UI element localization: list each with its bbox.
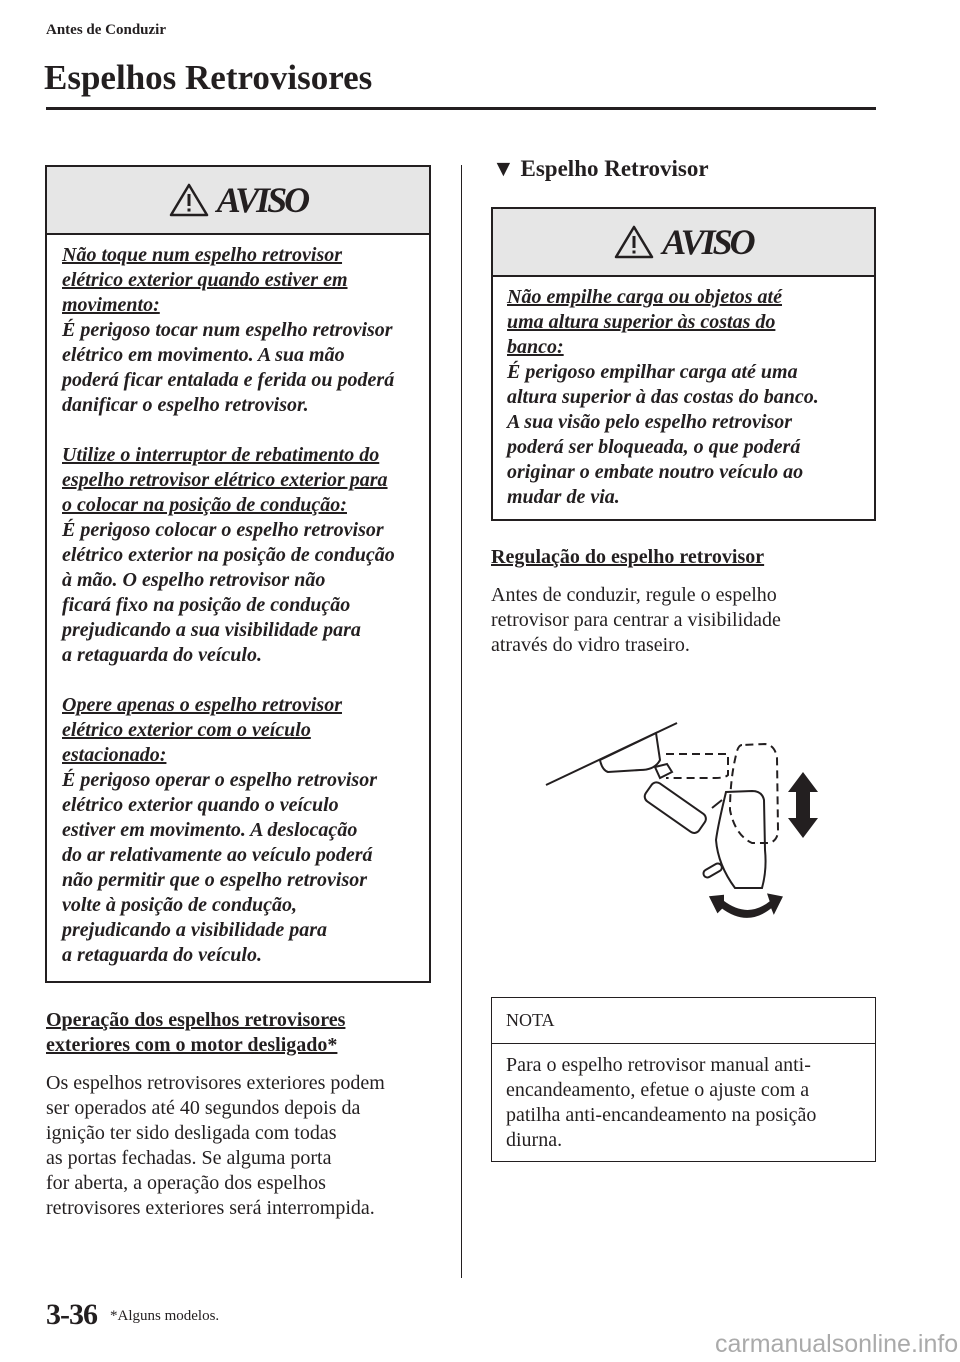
warning-box-right <box>491 207 876 521</box>
adjust-heading: Regulação do espelho retrovisor <box>491 546 765 568</box>
text-line: A sua visão pelo espelho retrovisor <box>507 411 793 433</box>
text-line: Antes de conduzir, regule o espelho <box>491 584 777 606</box>
adjust-section <box>491 545 781 658</box>
text-line: ignição ter sido desligada com todas <box>46 1122 337 1144</box>
text-line: exteriores com o motor desligado* <box>46 1034 338 1056</box>
section-heading <box>492 156 709 182</box>
text-line: à mão. O espelho retrovisor não <box>62 569 326 591</box>
warning-text <box>47 235 429 968</box>
text-line: a retaguarda do veículo. <box>62 644 262 666</box>
text-line: poderá ficar entalada e ferida ou poderá <box>62 369 395 391</box>
note-label: NOTA <box>492 998 875 1044</box>
text-line: mudar de via. <box>507 486 620 508</box>
text-line: prejudicando a sua visibilidade para <box>62 619 361 641</box>
text-line: Não toque num espelho retrovisor <box>62 244 343 266</box>
text-line: retrovisor para centrar a visibilidade <box>491 609 781 631</box>
header-rule <box>46 107 876 110</box>
text-line: Utilize o interruptor de rebatimento do <box>62 444 380 466</box>
text-line: patilha anti-encandeamento na posição <box>506 1104 817 1126</box>
text-line: Opere apenas o espelho retrovisor <box>62 694 342 716</box>
motor-off-section <box>46 1008 385 1221</box>
heading-text: Espelho Retrovisor <box>520 156 709 181</box>
section-label: Antes de Conduzir <box>46 22 167 38</box>
text-line: volte à posição de condução, <box>62 894 297 916</box>
text-line: retrovisores exteriores será interrompida. <box>46 1197 375 1219</box>
text-line: diurna. <box>506 1129 563 1151</box>
watermark: carmanualsonline.info <box>715 1330 959 1358</box>
text-line: movimento: <box>62 294 160 316</box>
text-line: elétrico exterior com o veículo <box>62 719 311 741</box>
warning-header <box>493 209 874 277</box>
text-line: Para o espelho retrovisor manual anti- <box>506 1054 811 1076</box>
text-line: elétrico exterior quando o veículo <box>62 794 339 816</box>
text-line: É perigoso empilhar carga até uma <box>507 361 798 383</box>
text-line: estacionado: <box>62 744 167 766</box>
text-line: for aberta, a operação dos espelhos <box>46 1172 326 1194</box>
text-line: altura superior à das costas do banco. <box>507 386 819 408</box>
warning-box-left <box>45 165 431 983</box>
warning-header <box>47 167 429 235</box>
up-down-arrow-icon <box>788 772 818 838</box>
page-title: Espelhos Retrovisores <box>44 58 373 97</box>
text-line: o colocar na posição de condução: <box>62 494 347 516</box>
text-line: as portas fechadas. Se alguma porta <box>46 1147 332 1169</box>
text-line: É perigoso operar o espelho retrovisor <box>62 769 377 791</box>
warning-label: AVISO <box>662 222 753 262</box>
text-line: prejudicando a visibilidade para <box>62 919 327 941</box>
text-line: estiver em movimento. A deslocação <box>62 819 358 841</box>
warning-label: AVISO <box>216 180 308 220</box>
tilt-arrow-icon <box>712 896 780 916</box>
note-box <box>491 997 876 1162</box>
spacer <box>62 418 429 443</box>
warning-triangle-icon <box>169 183 209 217</box>
text-line: Os espelhos retrovisores exteriores podem <box>46 1072 385 1094</box>
text-line: a retaguarda do veículo. <box>62 944 262 966</box>
warning-text <box>493 277 874 510</box>
text-line: uma altura superior às costas do <box>507 311 776 333</box>
text-line: do ar relativamente ao veículo poderá <box>62 844 373 866</box>
text-line: ser operados até 40 segundos depois da <box>46 1097 361 1119</box>
text-line: elétrico exterior na posição de condução <box>62 544 395 566</box>
text-line: Operação dos espelhos retrovisores <box>46 1009 346 1031</box>
text-line: Não empilhe carga ou objetos até <box>507 286 782 308</box>
rearview-mirror-illustration <box>490 700 870 940</box>
text-line: ficará fixo na posição de condução <box>62 594 351 616</box>
text-line: elétrico em movimento. A sua mão <box>62 344 345 366</box>
text-line: É perigoso colocar o espelho retrovisor <box>62 519 384 541</box>
text-line: não permitir que o espelho retrovisor <box>62 869 368 891</box>
text-line: danificar o espelho retrovisor. <box>62 394 309 416</box>
footnote: *Alguns modelos. <box>110 1308 220 1324</box>
spacer <box>62 668 429 693</box>
column-divider <box>461 165 462 1278</box>
page-number: 3-36 <box>46 1298 97 1331</box>
text-line: originar o embate noutro veículo ao <box>507 461 804 483</box>
text-line: elétrico exterior quando estiver em <box>62 269 348 291</box>
text-line: poderá ser bloqueada, o que poderá <box>507 436 801 458</box>
text-line: banco: <box>507 336 564 358</box>
text-line: através do vidro traseiro. <box>491 634 690 656</box>
text-line: É perigoso tocar num espelho retrovisor <box>62 319 393 341</box>
text-line: encandeamento, efetue o ajuste com a <box>506 1079 810 1101</box>
text-line: espelho retrovisor elétrico exterior para <box>62 469 388 491</box>
triangle-marker-icon: ▼ <box>492 156 515 181</box>
warning-triangle-icon <box>614 225 654 259</box>
